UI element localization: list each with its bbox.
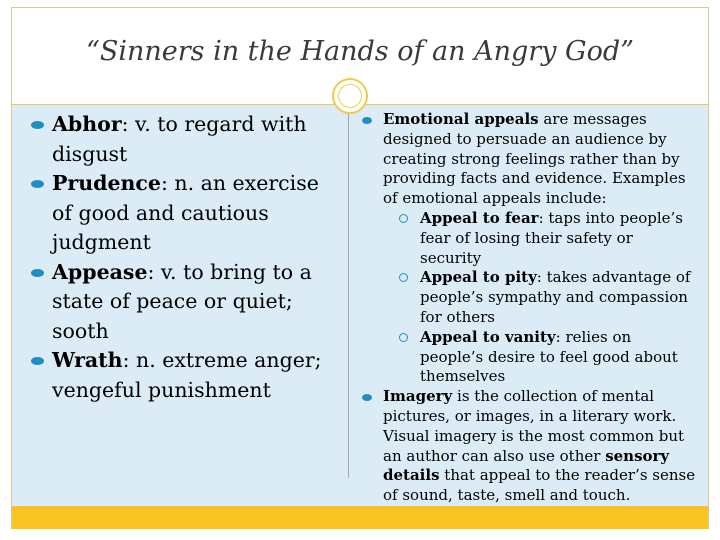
bullet-icon (31, 269, 44, 277)
list-item (31, 346, 341, 405)
bullet-icon (31, 121, 44, 129)
vocab-term: Wrath (52, 348, 123, 372)
column-divider (348, 110, 349, 478)
emotional-term: Emotional appeals (383, 110, 539, 128)
sub-list-item (396, 209, 696, 268)
vocab-term: Abhor (52, 112, 122, 136)
sub-list-item (396, 328, 696, 387)
appeal-term: Appeal to fear (420, 208, 539, 227)
list-item (31, 258, 341, 347)
list-item (31, 110, 341, 169)
bullet-icon (31, 180, 44, 188)
appeal-term: Appeal to vanity (420, 327, 556, 346)
vocab-term: Appease (52, 259, 148, 284)
vocabulary-list (31, 110, 341, 405)
appeal-text: : taps into people’s fear of losing their safety or security (420, 208, 683, 267)
vocab-definition: : v. to regard with disgust (52, 112, 307, 166)
ring-bullet-icon (399, 273, 408, 282)
list-item (31, 169, 341, 258)
bullet-icon (31, 357, 44, 365)
appeals-list (366, 110, 696, 506)
bullet-icon (362, 117, 372, 124)
sub-list-item (396, 268, 696, 327)
appeals-sublist (396, 209, 696, 387)
vocab-definition: : v. to bring to a state of peace or quiet; sooth (52, 259, 312, 343)
ring-bullet-icon (399, 214, 408, 223)
bullet-icon (362, 394, 372, 401)
list-item-emotional-appeals (366, 110, 696, 387)
vocab-definition: : n. extreme anger; vengeful punishment (52, 348, 322, 402)
slide-title: “Sinners in the Hands of an Angry God” (86, 35, 634, 67)
vocab-definition: : n. an exercise of good and cautious judgment (52, 171, 319, 254)
emotional-text: are messages designed to persuade an audience by creating strong feelings rather than by providing facts and evidence. Examples of emotional appeals include: (383, 110, 686, 208)
ring-bullet-icon (399, 333, 408, 342)
vocab-term: Prudence (52, 171, 161, 195)
appeal-text: : takes advantage of people’s sympathy and compassion for others (420, 268, 691, 326)
list-item-imagery (366, 387, 696, 506)
circle-ornament-icon (332, 78, 368, 114)
appeal-term: Appeal to pity (420, 268, 537, 287)
imagery-term: Imagery (383, 387, 453, 406)
imagery-text: is the collection of mental pictures, or images, in a literary work. Visual imagery is the most common but an author can also use other (383, 387, 685, 465)
sensory-details-term: sensory details (383, 446, 670, 485)
bottom-accent-bar (12, 506, 708, 529)
imagery-text-end: that appeal to the reader’s sense of sound, taste, smell and touch. (383, 466, 696, 505)
appeal-text: : relies on people’s desire to feel good about themselves (420, 327, 678, 386)
